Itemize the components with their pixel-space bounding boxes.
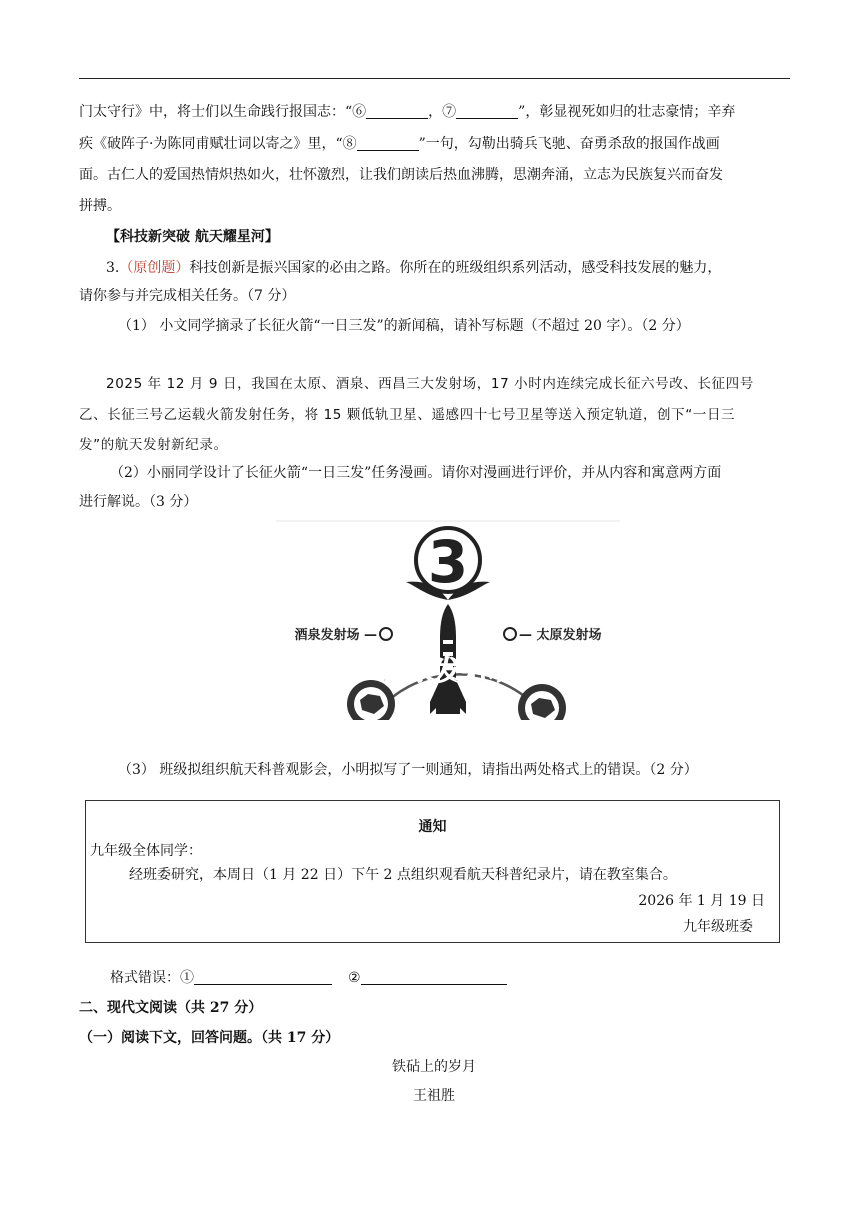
rocket-cartoon (276, 520, 620, 720)
text-segment: 门太守行》中，将士们以生命践行报国志：“⑥ (79, 104, 367, 120)
question-3-line-1 (106, 258, 817, 278)
answer-blank-2[interactable] (361, 970, 507, 985)
node-left (380, 628, 392, 640)
notice-body: 经班委研究，本周日（1 月 22 日）下午 2 点组织观看航天科普纪录片，请在教室集合。 (129, 867, 677, 883)
label-jiuquan-large: 酒泉发射场 (380, 656, 516, 687)
news-line-2: 乙、长征三号乙运载火箭发射任务，将 15 颗低轨卫星、遥感四十七号卫星等送入预定轨道，创下“一日三 (79, 407, 736, 423)
paragraph-line-3: 面。古仁人的爱国热情炽热如火，壮怀激烈，让我们朗读后热血沸腾，思潮奔涌，立志为民族复兴而奋发 (79, 167, 723, 183)
question-3-line-2: 请你参与并完成相关任务。（7 分） (79, 288, 296, 304)
question-text: 科技创新是振兴国家的必由之路。你所在的班级组织系列活动，感受科技发展的魅力， (189, 260, 722, 276)
news-line-3: 发”的航天发射新纪录。 (79, 437, 228, 453)
text-segment: ”，彰显视死如归的壮志豪情；辛弃 (518, 104, 736, 120)
text-segment: 疾《破阵子·为陈同甫赋壮词以寄之》里，“⑧ (79, 136, 357, 152)
notice-box (85, 800, 780, 943)
part-2-1-heading: （一）阅读下文，回答问题。（共 17 分） (79, 1030, 340, 1046)
cartoon-graphic (276, 520, 620, 720)
sub-question-2-line-1: （2）小丽同学设计了长征火箭“一日三发”任务漫画。请你对漫画进行评价，并从内容和寓意两方面 (110, 465, 722, 481)
text-segment: ，⑦ (428, 104, 457, 120)
blank-7[interactable] (456, 104, 518, 119)
header-rule (79, 78, 790, 79)
part-2-heading: 二、现代文阅读（共 27 分） (79, 1000, 263, 1016)
question-number: 3. (106, 260, 120, 276)
label-jiuquan-small: 酒泉发射场 — (294, 628, 377, 643)
original-question-tag: （原创题） (119, 260, 190, 276)
sub-question-1: （1） 小文同学摘录了长征火箭“一日三发”的新闻稿，请补写标题（不超过 20 字）。（2 分） (118, 318, 690, 334)
article-author: 王祖胜 (413, 1088, 455, 1104)
notice-salutation: 九年级全体同学： (90, 843, 202, 859)
answer-blank-1[interactable] (194, 970, 332, 985)
format-errors-label: 格式错误：① (110, 970, 194, 986)
news-line-1: 2025 年 12 月 9 日，我国在太原、酒泉、西昌三大发射场，17 小时内连续完成长征六号改、长征四号 (106, 376, 754, 392)
section-tag: 【科技新突破 航天耀星河】 (106, 229, 279, 245)
format-errors-line (110, 968, 821, 988)
label-taiyuan: — 太原发射场 (519, 628, 602, 643)
sub-question-3: （3） 班级拟组织航天科普观影会，小明拟写了一则通知，请指出两处格式上的错误。（2 分） (118, 762, 698, 778)
node-right (504, 628, 516, 640)
blank-8[interactable] (357, 136, 419, 151)
poem-fill-line-1 (79, 102, 790, 122)
notice-title: 通知 (418, 819, 447, 835)
paragraph-line-4: 拼搏。 (79, 198, 121, 214)
blank-6[interactable] (366, 104, 428, 119)
badge-number-3: 3 (427, 528, 469, 596)
format-errors-label-2: ② (348, 970, 361, 986)
text-segment: ”一句，勾勒出骑兵飞驰、奋勇杀敌的报国作战画 (418, 136, 720, 152)
sub-question-2-line-2: 进行解说。（3 分） (79, 494, 198, 510)
poem-fill-line-2 (79, 134, 790, 154)
notice-date: 2026 年 1 月 19 日 (638, 893, 765, 909)
notice-signature: 九年级班委 (683, 919, 753, 935)
article-title: 铁砧上的岁月 (392, 1059, 476, 1075)
